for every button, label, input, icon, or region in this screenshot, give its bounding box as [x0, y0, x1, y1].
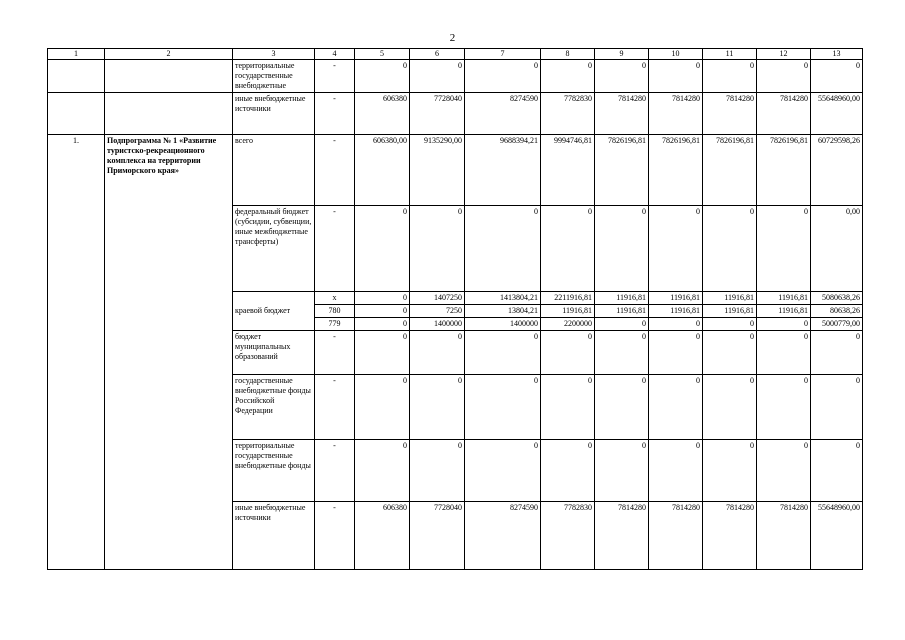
value-cell: 7826196,81: [703, 135, 757, 206]
value-cell: 0: [355, 206, 410, 292]
column-header: 9: [595, 49, 649, 60]
value-cell: 7814280: [703, 502, 757, 570]
value-cell: 606380: [355, 93, 410, 135]
value-cell: 1413804,21: [465, 292, 541, 305]
value-cell: 11916,81: [595, 292, 649, 305]
value-cell: 0: [595, 318, 649, 331]
column-header: 6: [410, 49, 465, 60]
program-cell: [105, 60, 233, 93]
source-label: иные внебюджетные источники: [233, 93, 315, 135]
value-cell: 0: [410, 331, 465, 375]
value-cell: 7782830: [541, 93, 595, 135]
column-header: 13: [811, 49, 863, 60]
value-cell: 0: [649, 60, 703, 93]
value-cell: 7814280: [757, 502, 811, 570]
value-cell: 0: [465, 440, 541, 502]
value-cell: 0: [355, 60, 410, 93]
code-cell: -: [315, 135, 355, 206]
value-cell: 0: [541, 60, 595, 93]
column-header: 5: [355, 49, 410, 60]
value-cell: 11916,81: [649, 305, 703, 318]
column-header: 10: [649, 49, 703, 60]
value-cell: 0: [649, 318, 703, 331]
value-cell: 0: [811, 60, 863, 93]
column-header: 12: [757, 49, 811, 60]
value-cell: 5000779,00: [811, 318, 863, 331]
value-cell: 0: [355, 440, 410, 502]
value-cell: 7814280: [595, 502, 649, 570]
value-cell: 7814280: [595, 93, 649, 135]
value-cell: 0: [811, 331, 863, 375]
source-label: бюджет муниципальных образований: [233, 331, 315, 375]
value-cell: 0: [541, 331, 595, 375]
source-label: всего: [233, 135, 315, 206]
value-cell: 606380: [355, 502, 410, 570]
value-cell: 1407250: [410, 292, 465, 305]
value-cell: 0: [811, 440, 863, 502]
source-label: федеральный бюджет (субсидии, субвенции, иные межбюджетные трансферты): [233, 206, 315, 292]
source-label: государственные внебюджетные фонды Российской Федерации: [233, 375, 315, 440]
value-cell: 0: [410, 440, 465, 502]
value-cell: 7826196,81: [649, 135, 703, 206]
value-cell: 11916,81: [595, 305, 649, 318]
table-row: [48, 93, 863, 135]
value-cell: 0: [595, 206, 649, 292]
column-header: 2: [105, 49, 233, 60]
value-cell: 55648960,00: [811, 502, 863, 570]
value-cell: 1400000: [410, 318, 465, 331]
value-cell: 8274590: [465, 502, 541, 570]
program-number: 1.: [48, 135, 105, 570]
value-cell: 0: [649, 331, 703, 375]
column-header: 3: [233, 49, 315, 60]
code-cell: -: [315, 440, 355, 502]
value-cell: 11916,81: [757, 292, 811, 305]
code-cell: -: [315, 206, 355, 292]
value-cell: 60729598,26: [811, 135, 863, 206]
value-cell: 0: [595, 375, 649, 440]
column-header: 7: [465, 49, 541, 60]
code-cell: 779: [315, 318, 355, 331]
value-cell: 11916,81: [757, 305, 811, 318]
program-title: Подпрограмма № 1 «Развитие туристско-рекреационного комплекса на территории Приморского края»: [105, 135, 233, 570]
program-cell: [105, 93, 233, 135]
value-cell: 7782830: [541, 502, 595, 570]
column-header: 11: [703, 49, 757, 60]
value-cell: 11916,81: [649, 292, 703, 305]
source-label: территориальные государственные внебюджетные фонды: [233, 440, 315, 502]
value-cell: 9994746,81: [541, 135, 595, 206]
code-cell: -: [315, 375, 355, 440]
value-cell: 0,00: [811, 206, 863, 292]
value-cell: 0: [355, 375, 410, 440]
value-cell: 7728040: [410, 93, 465, 135]
value-cell: 0: [465, 206, 541, 292]
value-cell: 0: [757, 60, 811, 93]
value-cell: 7250: [410, 305, 465, 318]
value-cell: 0: [355, 305, 410, 318]
value-cell: 0: [595, 331, 649, 375]
value-cell: 0: [757, 375, 811, 440]
regional-label: краевой бюджет: [233, 292, 315, 331]
value-cell: 80638,26: [811, 305, 863, 318]
value-cell: 0: [757, 331, 811, 375]
value-cell: 0: [595, 440, 649, 502]
value-cell: 0: [811, 375, 863, 440]
value-cell: 0: [757, 318, 811, 331]
budget-table: [47, 48, 863, 570]
header-row: [48, 49, 863, 60]
value-cell: 0: [541, 375, 595, 440]
code-cell: -: [315, 60, 355, 93]
value-cell: 0: [541, 440, 595, 502]
column-header: 4: [315, 49, 355, 60]
value-cell: 1400000: [465, 318, 541, 331]
number-cell: [48, 93, 105, 135]
source-label: иные внебюджетные источники: [233, 502, 315, 570]
value-cell: 0: [757, 206, 811, 292]
value-cell: 5080638,26: [811, 292, 863, 305]
code-cell: -: [315, 93, 355, 135]
number-cell: [48, 60, 105, 93]
value-cell: 7826196,81: [595, 135, 649, 206]
code-cell: -: [315, 331, 355, 375]
value-cell: 0: [703, 331, 757, 375]
column-header: 1: [48, 49, 105, 60]
value-cell: 0: [595, 60, 649, 93]
value-cell: 7814280: [649, 93, 703, 135]
value-cell: 9135290,00: [410, 135, 465, 206]
value-cell: 8274590: [465, 93, 541, 135]
code-cell: x: [315, 292, 355, 305]
value-cell: 0: [410, 206, 465, 292]
value-cell: 0: [465, 331, 541, 375]
value-cell: 0: [465, 375, 541, 440]
table-row: [48, 60, 863, 93]
value-cell: 2211916,81: [541, 292, 595, 305]
value-cell: 0: [703, 440, 757, 502]
page-number: 2: [449, 32, 456, 44]
code-cell: -: [315, 502, 355, 570]
value-cell: 7814280: [703, 93, 757, 135]
value-cell: 606380,00: [355, 135, 410, 206]
value-cell: 11916,81: [541, 305, 595, 318]
value-cell: 0: [703, 375, 757, 440]
value-cell: 0: [703, 60, 757, 93]
value-cell: 13804,21: [465, 305, 541, 318]
value-cell: 11916,81: [703, 305, 757, 318]
value-cell: 7814280: [649, 502, 703, 570]
value-cell: 7728040: [410, 502, 465, 570]
value-cell: 0: [649, 440, 703, 502]
source-label: территориальные государственные внебюджетные: [233, 60, 315, 93]
value-cell: 11916,81: [703, 292, 757, 305]
value-cell: 2200000: [541, 318, 595, 331]
column-header: 8: [541, 49, 595, 60]
value-cell: 0: [649, 206, 703, 292]
value-cell: 0: [410, 375, 465, 440]
value-cell: 9688394,21: [465, 135, 541, 206]
value-cell: 7826196,81: [757, 135, 811, 206]
value-cell: 0: [355, 292, 410, 305]
table-row: [48, 135, 863, 206]
value-cell: 0: [649, 375, 703, 440]
value-cell: 0: [703, 206, 757, 292]
value-cell: 0: [410, 60, 465, 93]
value-cell: 0: [541, 206, 595, 292]
value-cell: 0: [703, 318, 757, 331]
value-cell: 55648960,00: [811, 93, 863, 135]
value-cell: 0: [355, 318, 410, 331]
value-cell: 0: [757, 440, 811, 502]
code-cell: 780: [315, 305, 355, 318]
value-cell: 7814280: [757, 93, 811, 135]
value-cell: 0: [465, 60, 541, 93]
value-cell: 0: [355, 331, 410, 375]
